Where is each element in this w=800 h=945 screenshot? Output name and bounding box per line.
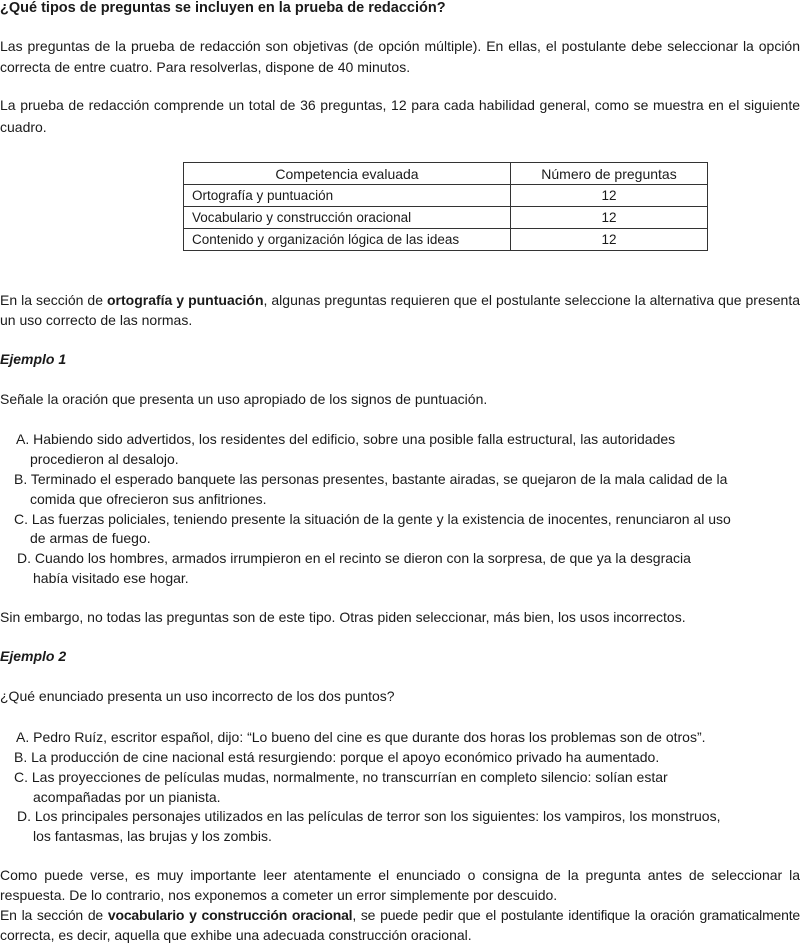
- section-heading: ¿Qué tipos de preguntas se incluyen en la prueba de redacción?: [0, 0, 446, 16]
- intro-paragraph-2-line-2: cuadro.: [0, 119, 47, 135]
- example-1-option-d-line-2: había visitado ese hogar.: [33, 570, 189, 586]
- example-2-title: Ejemplo 2: [0, 648, 67, 664]
- example-2-option-b: B. La producción de cine nacional está resurgiendo: porque el apoyo económico privado ha aumentado.: [14, 749, 660, 765]
- table-header-competencia: Competencia evaluada: [184, 163, 511, 185]
- example-2-option-d-line-1: D. Los principales personajes utilizados en las películas de terror son los siguientes: los vampiros, los monstruos,: [17, 808, 721, 824]
- closing-text-pre: En la sección de: [0, 907, 108, 923]
- example-1-option-b-line-2: comida que ofrecieron sus anfitriones.: [30, 491, 267, 507]
- example-1-option-c-line-1: C. Las fuerzas policiales, teniendo presente la situación de la gente y la existencia de inocentes, renunciaron al uso: [14, 511, 731, 527]
- table-cell-preguntas: 12: [511, 185, 708, 207]
- table-cell-preguntas: 12: [511, 207, 708, 229]
- closing-line-4: correcta, es decir, aquella que exhibe una adecuada construcción oracional.: [0, 927, 472, 943]
- example-1-title: Ejemplo 1: [0, 351, 67, 367]
- section1-text-pre: En la sección de: [0, 292, 107, 308]
- table-cell-competencia: Ortografía y puntuación: [184, 185, 511, 207]
- example-2-prompt: ¿Qué enunciado presenta un uso incorrecto de los dos puntos?: [0, 688, 395, 704]
- table-cell-competencia: Contenido y organización lógica de las ideas: [184, 229, 511, 251]
- table-row: [184, 229, 708, 251]
- section1-text-post: , algunas preguntas requieren que el postulante seleccione la alternativa que presenta: [263, 292, 800, 308]
- transition-paragraph: Sin embargo, no todas las preguntas son de este tipo. Otras piden seleccionar, más bien, los usos incorrectos.: [0, 609, 686, 625]
- table-header-row: [184, 163, 708, 185]
- example-1-option-a-line-2: procedieron al desalojo.: [30, 451, 179, 467]
- closing-line-2: respuesta. De lo contrario, nos exponemos a cometer un error simplemente por descuido.: [0, 887, 558, 903]
- example-2-option-c-line-1: C. Las proyecciones de películas mudas, normalmente, no transcurrían en completo silencio: solían estar: [14, 769, 668, 785]
- table-row: [184, 185, 708, 207]
- table-header-preguntas: Número de preguntas: [511, 163, 708, 185]
- section1-line-1: [0, 292, 800, 308]
- intro-paragraph-1-line-2: correcta de entre cuatro. Para resolverlas, dispone de 40 minutos.: [0, 59, 411, 75]
- table-row: [184, 207, 708, 229]
- closing-line-1: Como puede verse, es muy importante leer atentamente el enunciado o consigna de la pregunta antes de seleccionar la: [0, 867, 800, 883]
- section1-line-2: un uso correcto de las normas.: [0, 312, 193, 328]
- intro-paragraph-2-line-1: La prueba de redacción comprende un total de 36 preguntas, 12 para cada habilidad general, como se muestra en el siguiente: [0, 97, 800, 113]
- table-cell-preguntas: 12: [511, 229, 708, 251]
- example-1-option-d-line-1: D. Cuando los hombres, armados irrumpieron en el recinto se dieron con la sorpresa, de que ya la desgracia: [17, 550, 691, 566]
- example-1-option-a-line-1: A. Habiendo sido advertidos, los residentes del edificio, sobre una posible falla estructural, las autoridades: [16, 431, 676, 447]
- closing-line-3: [0, 907, 800, 923]
- competency-table: [183, 162, 708, 251]
- table-cell-competencia: Vocabulario y construcción oracional: [184, 207, 511, 229]
- section1-bold-term: ortografía y puntuación: [106, 292, 264, 308]
- example-2-option-a: A. Pedro Ruíz, escritor español, dijo: “Lo bueno del cine es que durante dos horas los problemas son de otros”.: [16, 729, 706, 745]
- intro-paragraph-1-line-1: Las preguntas de la prueba de redacción son objetivas (de opción múltiple). En ellas, el postulante debe seleccionar la opción: [0, 38, 800, 54]
- closing-bold-term: vocabulario y construcción oracional: [107, 907, 353, 923]
- example-1-prompt: Señale la oración que presenta un uso apropiado de los signos de puntuación.: [0, 391, 488, 407]
- example-2-option-c-line-2: acompañadas por un pianista.: [33, 789, 221, 805]
- example-1-option-c-line-2: de armas de fuego.: [30, 530, 151, 546]
- closing-text-post: , se puede pedir que el postulante identifique la oración gramaticalmente: [352, 907, 800, 923]
- example-1-option-b-line-1: B. Terminado el esperado banquete las personas presentes, bastante airadas, se quejaron de la mala calidad de la: [14, 471, 728, 487]
- example-2-option-d-line-2: los fantasmas, las brujas y los zombis.: [33, 828, 272, 844]
